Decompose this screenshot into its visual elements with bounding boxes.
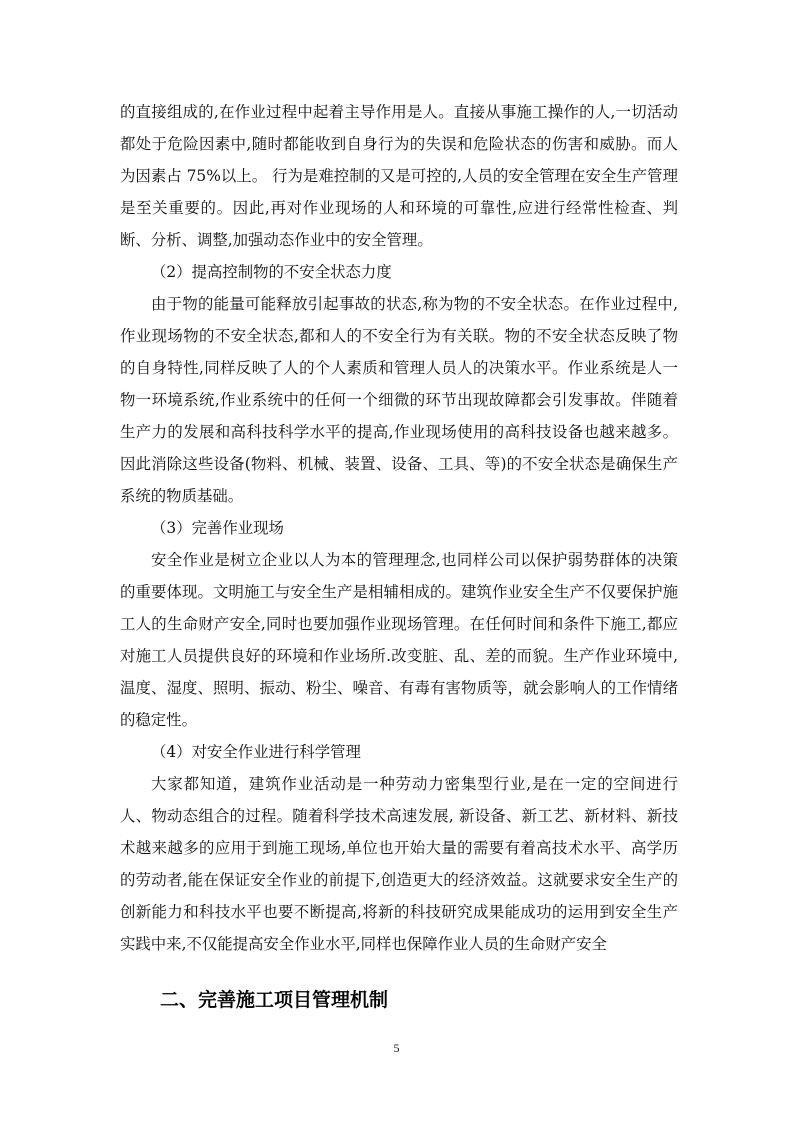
subheading-2: （2）提高控制物的不安全状态力度: [151, 263, 392, 281]
subheading-4: （4）对安全作业进行科学管理: [151, 743, 361, 761]
paragraph-1: 的直接组成的,在作业过程中起着主导作用是人。直接从事施工操作的人,一切活动都处于危险因素中,随时都能收到自身行为的失误和危险状态的伤害和威胁。而人为因素占 75%以上。 行为是难控制的又是可控的,人员的安全管理在安全生产管理是至关重要的。因此,再对作业现场的人和环境的可靠性,应进行经常性检查、判断、分析、调整,加强动态作业中的安全管理。: [120, 103, 678, 249]
page-number: 5: [393, 1041, 400, 1055]
paragraph-2: 由于物的能量可能释放引起事故的状态,称为物的不安全状态。在作业过程中,作业现场物的不安全状态,都和人的不安全行为有关联。物的不安全状态反映了物的自身特性,同样反映了人的个人素质和管理人员人的决策水平。作业系统是人一物一环境系统,作业系统中的任何一个细微的环节出现故障都会引发事故。伴随着生产力的发展和高科技科学水平的提高,作业现场使用的高科技设备也越来越多。因此消除这些设备(物料、机械、装置、设备、工具、等)的不安全状态是确保生产系统的物质基础。: [120, 295, 678, 505]
subheading-3: （3）完善作业现场: [151, 519, 284, 537]
paragraph-4: 大家都知道，建筑作业活动是一种劳动力密集型行业,是在一定的空间进行人、物动态组合的过程。随着科学技术高速发展, 新设备、新工艺、新材料、新技术越来越多的应用于到施工现场,单位也开始大量的需要有着高技术水平、高学历的劳动者,能在保证安全作业的前提下,创造更大的经济效益。这就要求安全生产的创新能力和科技水平也要不断提高,将新的科技研究成果能成功的运用到安全生产实践中来,不仅能提高安全作业水平,同样也保障作业人员的生命财产安全: [120, 775, 678, 953]
section-heading: 二、完善施工项目管理机制: [160, 989, 389, 1011]
body-text: [120, 96, 678, 960]
paragraph-3: 安全作业是树立企业以人为本的管理理念,也同样公司以保护弱势群体的决策的重要体现。文明施工与安全生产是相辅相成的。建筑作业安全生产不仅要保护施工人的生命财产安全,同时也要加强作业现场管理。在任何时间和条件下施工,都应对施工人员提供良好的环境和作业场所.改变脏、乱、差的而貌。生产作业环境中,温度、湿度、照明、振动、粉尘、噪音、有毒有害物质等，就会影响人的工作情绪的稳定性。: [120, 551, 678, 729]
